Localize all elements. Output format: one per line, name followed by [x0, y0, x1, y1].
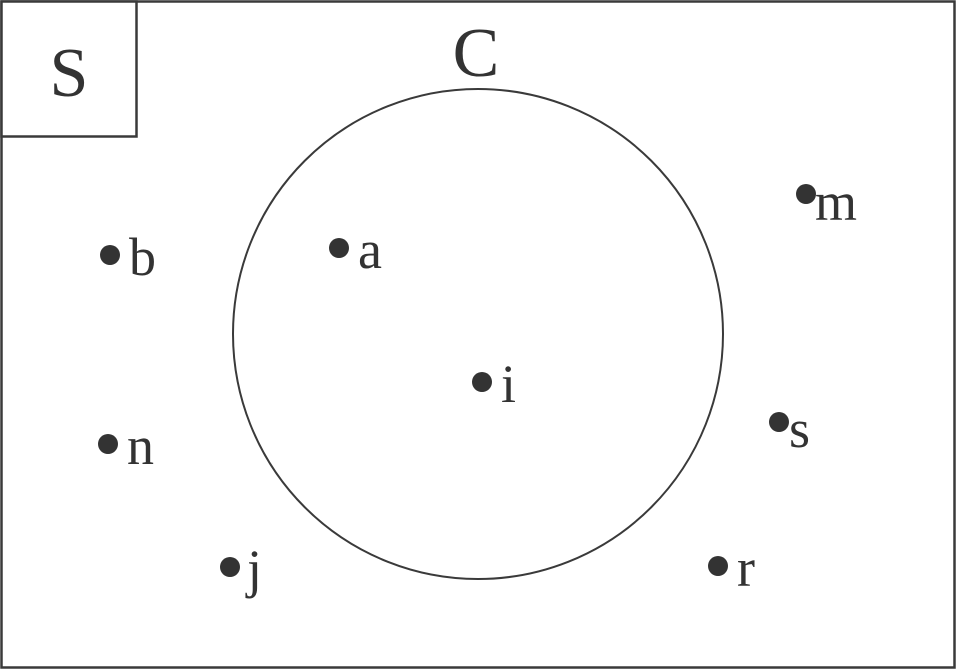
element-m-dot: [796, 184, 816, 204]
element-j-label: j: [247, 539, 263, 599]
element-i-dot: [472, 372, 492, 392]
element-a-label: a: [358, 220, 382, 280]
element-s-label: s: [789, 399, 811, 459]
element-a-dot: [329, 238, 349, 258]
element-b-dot: [100, 245, 120, 265]
element-n-label: n: [127, 416, 154, 476]
element-b-label: b: [129, 227, 156, 287]
element-m-label: m: [815, 172, 858, 232]
element-s-dot: [769, 412, 789, 432]
element-n-dot: [98, 434, 118, 454]
set-c-label: C: [452, 15, 500, 92]
element-i-label: i: [501, 354, 517, 414]
element-r-label: r: [737, 538, 755, 598]
element-j-dot: [220, 557, 240, 577]
element-r-dot: [708, 556, 728, 576]
universal-set-label: S: [49, 35, 89, 112]
universal-set-box: [2, 2, 955, 668]
